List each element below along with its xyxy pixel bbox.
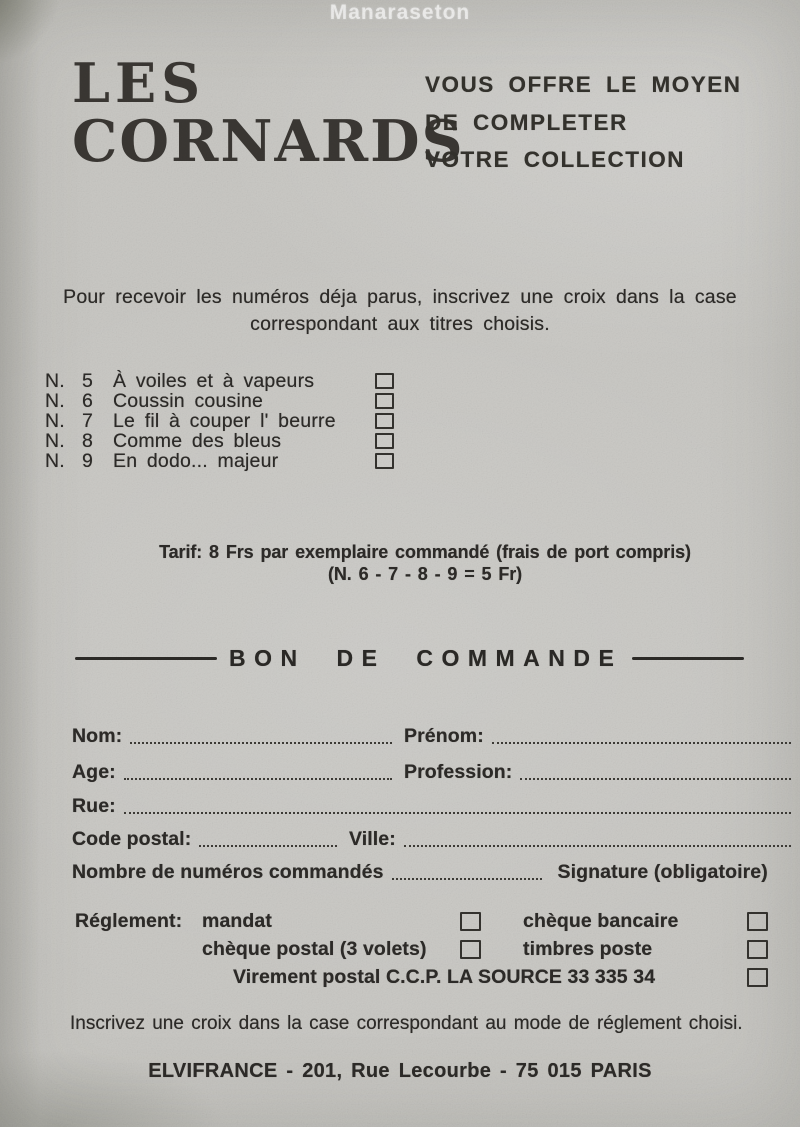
issue-prefix: N. (45, 369, 65, 392)
tarif-line-1: Tarif: 8 Frs par exemplaire commandé (frais de port compris) (159, 542, 691, 562)
issue-title: À voiles et à vapeurs (113, 369, 315, 392)
issue-number: 7 (82, 409, 94, 432)
payment-row-2 (75, 938, 768, 961)
ville-field-line[interactable] (404, 845, 791, 847)
issue-checkbox-9[interactable] (375, 453, 394, 469)
virement-label: Virement postal C.C.P. LA SOURCE 33 335 34 (233, 966, 656, 988)
form-row-rue (72, 795, 793, 818)
heading-rule-left (75, 657, 217, 660)
issue-prefix: N. (45, 429, 65, 452)
timbres-poste-checkbox[interactable] (747, 940, 768, 959)
mandat-label: mandat (202, 910, 272, 932)
issue-checkbox-8[interactable] (375, 433, 394, 449)
prenom-label: Prénom: (404, 725, 484, 747)
issue-number: 8 (82, 429, 94, 452)
signature-label: Signature (obligatoire) (557, 861, 768, 883)
scan-watermark: Manaraseton (329, 1, 471, 24)
issue-row-5 (45, 371, 394, 391)
prenom-field-line[interactable] (492, 742, 791, 744)
ville-label: Ville: (349, 828, 396, 850)
rue-field-line[interactable] (124, 812, 791, 814)
issue-checkbox-5[interactable] (375, 373, 394, 389)
age-field-line[interactable] (124, 778, 392, 780)
order-form-heading (75, 645, 744, 672)
issues-list (45, 371, 394, 471)
issue-title: Le fil à couper l' beurre (113, 409, 336, 432)
code-postal-label: Code postal: (72, 828, 192, 850)
nombre-label: Nombre de numéros commandés (72, 861, 384, 883)
issue-row-9 (45, 451, 394, 471)
issue-prefix: N. (45, 389, 65, 412)
nom-field-line[interactable] (130, 742, 392, 744)
issue-checkbox-7[interactable] (375, 413, 394, 429)
issue-number: 9 (82, 449, 94, 472)
timbres-poste-label: timbres poste (523, 938, 653, 960)
payment-row-3 (75, 966, 768, 989)
order-heading-text: BON DE COMMANDE (229, 645, 623, 671)
virement-checkbox[interactable] (747, 968, 768, 987)
nombre-field-line[interactable] (392, 878, 542, 880)
issue-row-7 (45, 411, 394, 431)
tarif-line-2: (N. 6 - 7 - 8 - 9 = 5 Fr) (327, 564, 523, 584)
header-tagline (425, 66, 742, 179)
cheque-postal-label: chèque postal (3 volets) (202, 938, 427, 960)
nom-label: Nom: (72, 725, 123, 747)
logo-line-cornards: CORNARDS (72, 108, 465, 175)
cheque-postal-checkbox[interactable] (460, 940, 481, 959)
form-row-nom-prenom (72, 725, 793, 748)
issue-prefix: N. (45, 449, 65, 472)
tagline-line-2: DE COMPLETER (425, 109, 628, 135)
publisher-footer: ELVIFRANCE - 201, Rue Lecourbe - 75 015 PARIS (148, 1060, 652, 1082)
cheque-bancaire-checkbox[interactable] (747, 912, 768, 931)
issue-checkbox-6[interactable] (375, 393, 394, 409)
code-postal-field-line[interactable] (199, 845, 337, 847)
les-cornards-logo (72, 51, 465, 175)
issue-title: Comme des bleus (113, 429, 282, 452)
tarif-block (50, 541, 800, 585)
payment-row-1 (75, 910, 768, 933)
cheque-bancaire-label: chèque bancaire (523, 910, 679, 932)
reglement-label: Réglement: (75, 910, 183, 932)
form-row-age-profession (72, 761, 793, 784)
issue-number: 5 (82, 369, 94, 392)
form-row-nombre-signature (72, 861, 793, 884)
intro-paragraph (0, 284, 800, 338)
mandat-checkbox[interactable] (460, 912, 481, 931)
heading-rule-right (632, 657, 744, 660)
logo-line-les: LES (72, 51, 206, 115)
rue-label: Rue: (72, 795, 116, 817)
intro-line-2: correspondant aux titres choisis. (250, 313, 550, 335)
tagline-line-1: VOUS OFFRE LE MOYEN (425, 72, 742, 97)
issue-number: 6 (82, 389, 94, 412)
form-row-codepostal-ville (72, 828, 793, 851)
payment-note: Inscrivez une croix dans la case correspondant au mode de réglement choisi. (70, 1013, 743, 1034)
profession-field-line[interactable] (520, 778, 791, 780)
issue-row-8 (45, 431, 394, 451)
issue-title: En dodo... majeur (113, 449, 279, 472)
issue-row-6 (45, 391, 394, 411)
issue-prefix: N. (45, 409, 65, 432)
profession-label: Profession: (404, 761, 513, 783)
intro-line-1: Pour recevoir les numéros déja parus, inscrivez une croix dans la case (63, 286, 737, 308)
age-label: Age: (72, 761, 116, 783)
issue-title: Coussin cousine (113, 389, 264, 412)
tagline-line-3: VOTRE COLLECTION (425, 147, 685, 172)
